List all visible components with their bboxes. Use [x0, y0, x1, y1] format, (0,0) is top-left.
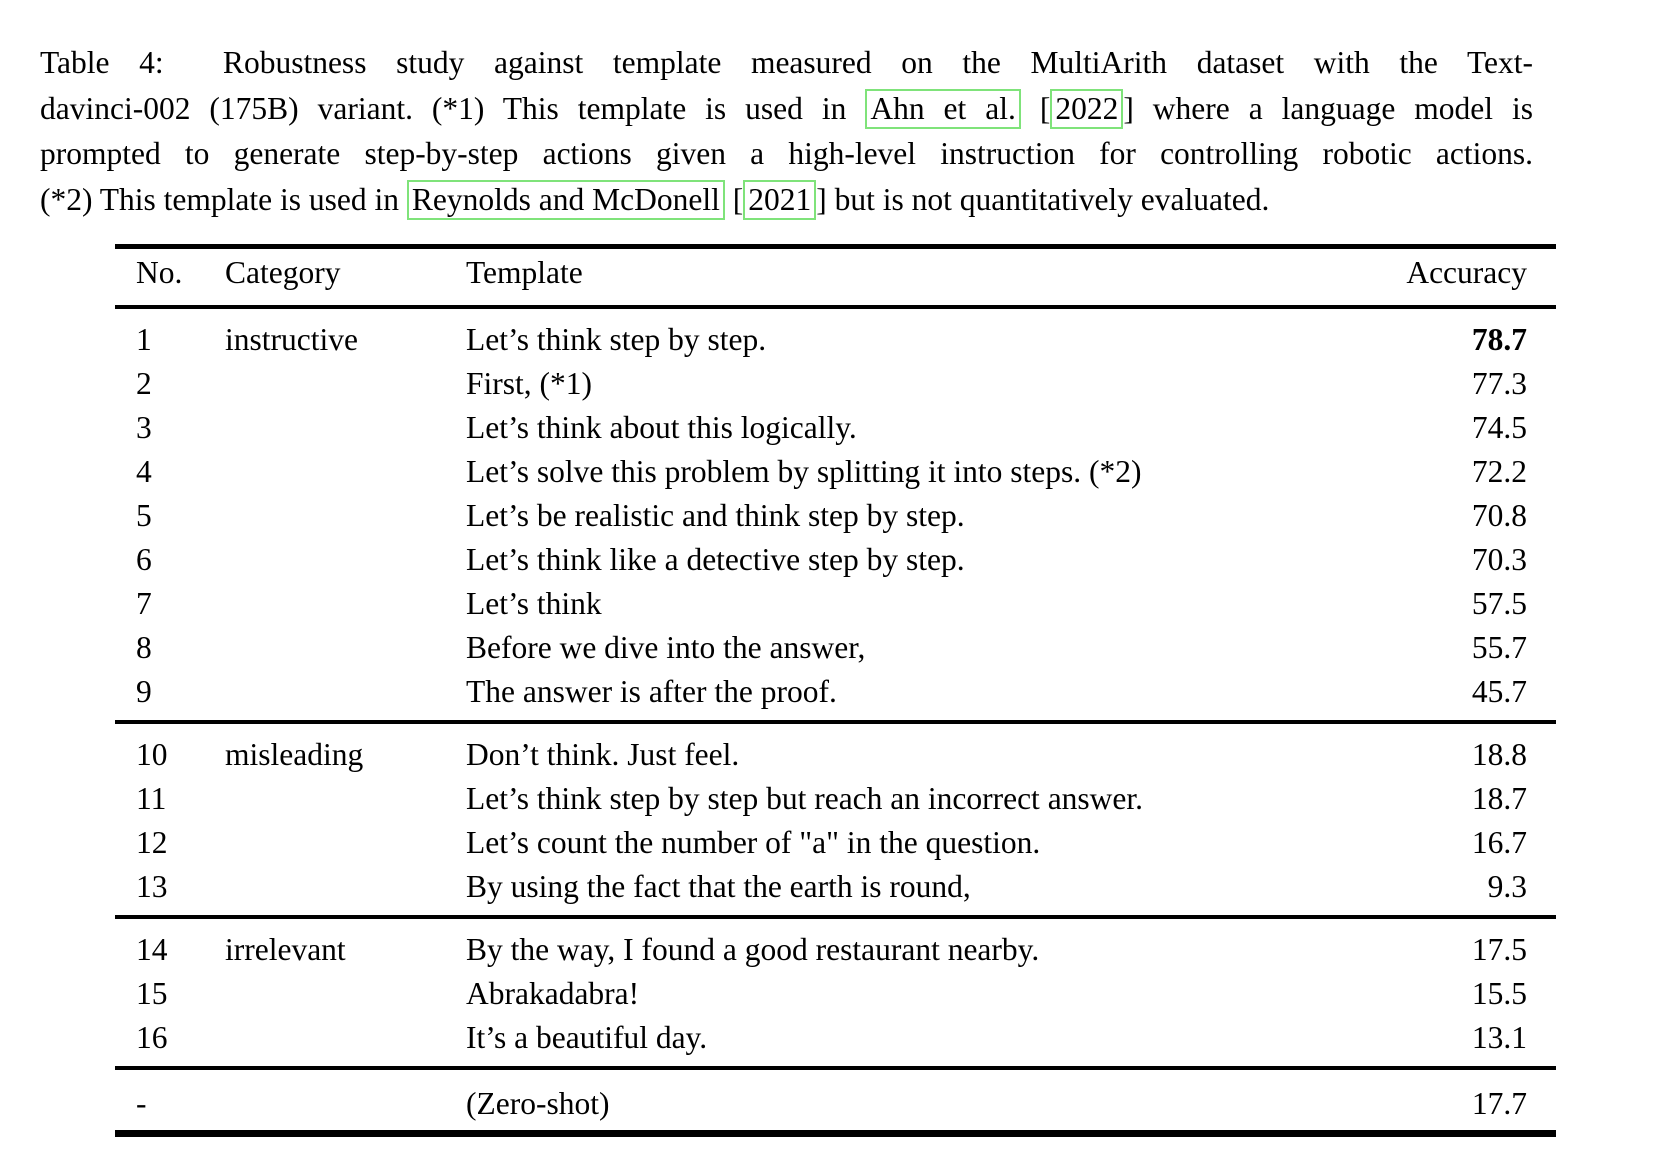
cell-category: [225, 821, 466, 865]
cell-category: [225, 406, 466, 450]
cell-no: 11: [136, 781, 167, 816]
citation-link[interactable]: Reynolds and McDonell: [407, 180, 725, 220]
header-template: Template: [466, 247, 1401, 308]
cell-no: 10: [115, 722, 225, 777]
table-row: [115, 865, 1556, 917]
cell-accuracy: 70.8: [1471, 498, 1527, 533]
cell-accuracy: 74.5: [1471, 410, 1527, 445]
cell-category: [225, 362, 466, 406]
header-accuracy: Accuracy: [1401, 247, 1556, 308]
citation-link[interactable]: 2022: [1050, 89, 1123, 129]
cell-no: 8: [136, 630, 152, 665]
table-row: [115, 450, 1556, 494]
table-row: [115, 494, 1556, 538]
table-row: [115, 917, 1556, 972]
cell-category: irrelevant: [225, 917, 466, 972]
cell-no: 3: [136, 410, 152, 445]
caption-text: [: [1020, 90, 1051, 126]
cell-template: Let’s be realistic and think step by step.: [466, 498, 965, 533]
cell-template: Let’s think step by step.: [466, 322, 767, 357]
caption-line: [40, 131, 1533, 177]
caption-text: davinci-002 (175B) variant. (*1) This template is used in: [40, 90, 866, 126]
cell-no: 16: [136, 1020, 168, 1055]
cell-accuracy: 45.7: [1471, 674, 1527, 709]
cell-category: [225, 538, 466, 582]
caption-line: [40, 86, 1533, 132]
cell-no: -: [115, 1068, 225, 1134]
cell-no: 6: [136, 542, 152, 577]
table-row: [115, 821, 1556, 865]
cell-no: 4: [136, 454, 152, 489]
cell-template: Let’s count the number of "a" in the question.: [466, 825, 1041, 860]
cell-accuracy: 57.5: [1471, 586, 1527, 621]
cell-no: 7: [136, 586, 152, 621]
cell-template: The answer is after the proof.: [466, 674, 837, 709]
cell-no: 15: [136, 976, 168, 1011]
cell-category: [225, 494, 466, 538]
cell-accuracy: 13.1: [1471, 1020, 1527, 1055]
table-row: [115, 538, 1556, 582]
cell-accuracy: 17.5: [1401, 917, 1556, 972]
cell-template: By using the fact that the earth is round,: [466, 869, 971, 904]
caption-text: ] but is not quantitatively evaluated.: [816, 181, 1270, 217]
cell-category: [225, 582, 466, 626]
cell-template: Before we dive into the answer,: [466, 630, 866, 665]
table-row: [115, 1016, 1556, 1068]
cell-template: Let’s solve this problem by splitting it into steps. (*2): [466, 454, 1142, 489]
cell-no: 1: [136, 322, 152, 357]
cell-category: [225, 450, 466, 494]
cell-category: [225, 626, 466, 670]
caption-text: [: [724, 181, 744, 217]
cell-category: [225, 777, 466, 821]
table-row: [115, 406, 1556, 450]
table-row: [115, 1068, 1556, 1134]
cell-accuracy: 18.7: [1471, 781, 1527, 816]
cell-no: 5: [136, 498, 152, 533]
cell-template: Don’t think. Just feel.: [466, 722, 1401, 777]
cell-no: 2: [136, 366, 152, 401]
cell-no: 12: [136, 825, 168, 860]
cell-no: 9: [136, 674, 152, 709]
table-row: [115, 362, 1556, 406]
header-category: Category: [225, 247, 466, 308]
cell-template: By the way, I found a good restaurant nearby.: [466, 917, 1401, 972]
cell-category: misleading: [225, 722, 466, 777]
table-row: [115, 307, 1556, 362]
header-row: [115, 247, 1556, 308]
cell-no: 13: [136, 869, 168, 904]
table-caption: [40, 40, 1533, 222]
cell-accuracy: 17.7: [1401, 1068, 1556, 1134]
citation-link[interactable]: Ahn et al.: [865, 89, 1021, 129]
header-no: No.: [115, 247, 225, 308]
cell-template: Let’s think like a detective step by step.: [466, 542, 965, 577]
cell-template: It’s a beautiful day.: [466, 1020, 708, 1055]
caption-text: prompted to generate step-by-step actions given a high-level instruction for controlling robotic actions.: [40, 136, 1533, 171]
cell-template: Let’s think step by step but reach an incorrect answer.: [466, 781, 1144, 816]
cell-accuracy: 78.7: [1471, 322, 1527, 357]
caption-text: ] where a language model is: [1123, 90, 1534, 126]
caption-text: (*2) This template is used in: [40, 181, 407, 217]
cell-template: Abrakadabra!: [466, 976, 640, 1011]
cell-template: Let’s think about this logically.: [466, 410, 857, 445]
cell-category: [225, 1068, 466, 1134]
caption-line: [40, 40, 1533, 86]
table-row: [115, 972, 1556, 1016]
table-row: [115, 670, 1556, 722]
table-row: [115, 722, 1556, 777]
caption-text: Table 4: Robustness study against template measured on the MultiArith dataset with the Text-: [40, 45, 1533, 80]
cell-accuracy: 55.7: [1471, 630, 1527, 665]
cell-no: 14: [115, 917, 225, 972]
cell-category: [225, 670, 466, 722]
table-row: [115, 582, 1556, 626]
table-row: [115, 626, 1556, 670]
cell-category: instructive: [225, 322, 358, 357]
cell-category: [225, 865, 466, 917]
cell-template: Let’s think: [466, 586, 602, 621]
cell-accuracy: 77.3: [1471, 366, 1527, 401]
citation-link[interactable]: 2021: [743, 180, 816, 220]
cell-accuracy: 70.3: [1471, 542, 1527, 577]
cell-accuracy: 18.8: [1401, 722, 1556, 777]
cell-accuracy: 15.5: [1471, 976, 1527, 1011]
cell-template: (Zero-shot): [466, 1068, 1401, 1134]
cell-accuracy: 9.3: [1487, 869, 1527, 904]
cell-accuracy: 16.7: [1471, 825, 1527, 860]
table-row: [115, 777, 1556, 821]
cell-category: [225, 972, 466, 1016]
cell-category: [225, 1016, 466, 1068]
caption-line: [40, 177, 1533, 223]
results-table: [115, 244, 1556, 1137]
cell-template: First, (*1): [466, 366, 592, 401]
cell-accuracy: 72.2: [1471, 454, 1527, 489]
